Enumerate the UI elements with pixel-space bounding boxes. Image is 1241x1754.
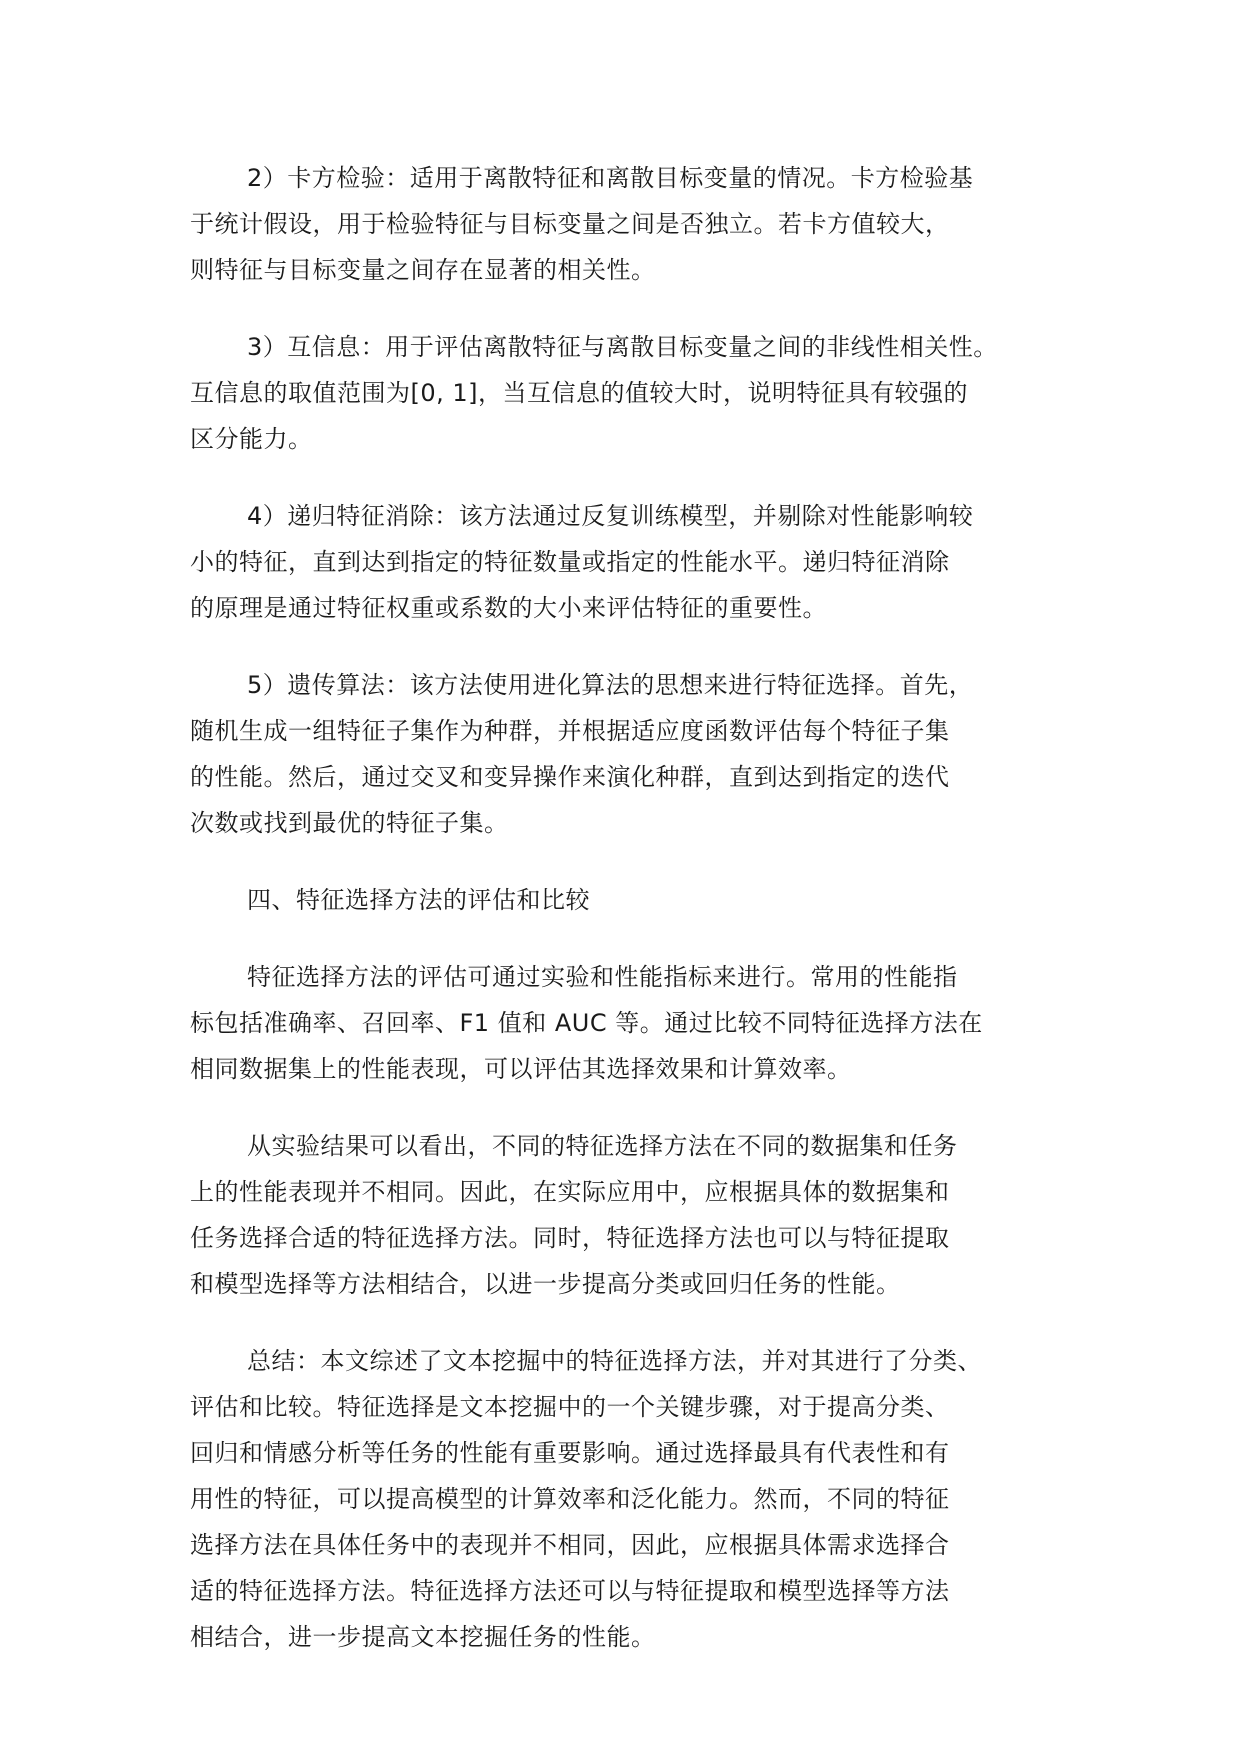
text-line: 的性能。然后，通过交叉和变异操作来演化种群，直到达到指定的迭代 [190, 763, 950, 791]
paragraph-chi-square [190, 155, 1070, 293]
text-line: 2）卡方检验：适用于离散特征和离散目标变量的情况。卡方检验基 [247, 164, 974, 192]
text-line: 评估和比较。特征选择是文本挖掘中的一个关键步骤，对于提高分类、 [190, 1393, 950, 1421]
text-line: 用性的特征，可以提高模型的计算效率和泛化能力。然而，不同的特征 [190, 1485, 950, 1513]
text-line: 标包括准确率、召回率、F1 值和 AUC 等。通过比较不同特征选择方法在 [190, 1009, 983, 1037]
text-line: 的原理是通过特征权重或系数的大小来评估特征的重要性。 [190, 594, 827, 622]
paragraph-genetic-algorithm [190, 662, 1070, 846]
text-line: 则特征与目标变量之间存在显著的相关性。 [190, 256, 656, 284]
text-line: 小的特征，直到达到指定的特征数量或指定的性能水平。递归特征消除 [190, 548, 950, 576]
text-line: 区分能力。 [190, 425, 313, 453]
text-line: 随机生成一组特征子集作为种群，并根据适应度函数评估每个特征子集 [190, 717, 950, 745]
text-line: 特征选择方法的评估可通过实验和性能指标来进行。常用的性能指 [247, 963, 958, 991]
paragraph-experiment-results [190, 1123, 1070, 1307]
text-line: 上的性能表现并不相同。因此，在实际应用中，应根据具体的数据集和 [190, 1178, 950, 1206]
text-line: 4）递归特征消除：该方法通过反复训练模型，并剔除对性能影响较 [247, 502, 974, 530]
text-line: 回归和情感分析等任务的性能有重要影响。通过选择最具有代表性和有 [190, 1439, 950, 1467]
text-line: 选择方法在具体任务中的表现并不相同，因此，应根据具体需求选择合 [190, 1531, 950, 1559]
paragraph-recursive-feature-elimination [190, 493, 1070, 631]
text-line: 从实验结果可以看出，不同的特征选择方法在不同的数据集和任务 [247, 1132, 958, 1160]
text-line: 3）互信息：用于评估离散特征与离散目标变量之间的非线性相关性。 [247, 333, 998, 361]
text-line: 互信息的取值范围为[0, 1]，当互信息的值较大时，说明特征具有较强的 [190, 379, 969, 407]
text-line: 相结合，进一步提高文本挖掘任务的性能。 [190, 1623, 656, 1651]
document-body [190, 155, 1070, 1691]
text-line: 于统计假设，用于检验特征与目标变量之间是否独立。若卡方值较大， [190, 210, 950, 238]
paragraph-summary [190, 1338, 1070, 1660]
section-heading [190, 877, 1070, 923]
text-line: 次数或找到最优的特征子集。 [190, 809, 509, 837]
text-line: 适的特征选择方法。特征选择方法还可以与特征提取和模型选择等方法 [190, 1577, 950, 1605]
section-heading-text: 四、特征选择方法的评估和比较 [247, 886, 590, 914]
text-line: 5）遗传算法：该方法使用进化算法的思想来进行特征选择。首先， [247, 671, 974, 699]
text-line: 和模型选择等方法相结合，以进一步提高分类或回归任务的性能。 [190, 1270, 901, 1298]
text-line: 总结：本文综述了文本挖掘中的特征选择方法，并对其进行了分类、 [247, 1347, 982, 1375]
paragraph-mutual-information [190, 324, 1070, 462]
paragraph-evaluation [190, 954, 1070, 1092]
text-line: 相同数据集上的性能表现，可以评估其选择效果和计算效率。 [190, 1055, 852, 1083]
text-line: 任务选择合适的特征选择方法。同时，特征选择方法也可以与特征提取 [190, 1224, 950, 1252]
